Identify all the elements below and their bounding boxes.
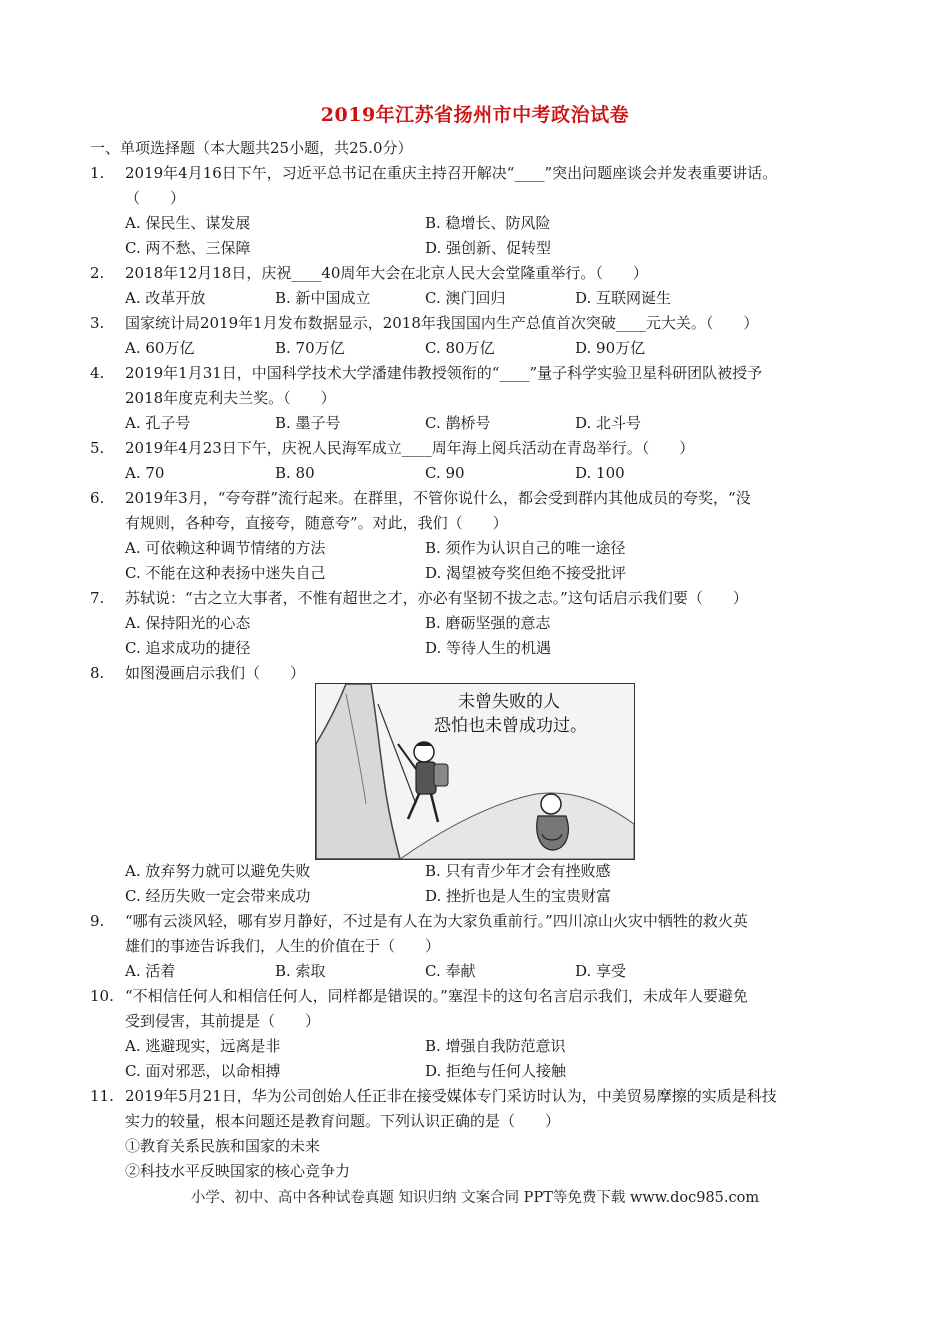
question-number: 11.	[90, 1087, 114, 1105]
option: C. 追求成功的捷径	[125, 639, 251, 657]
option: B. 只有青少年才会有挫败感	[425, 862, 611, 880]
question-text: 2019年4月23日下午，庆祝人民海军成立____周年海上阅兵活动在青岛举行。（ ）	[125, 439, 695, 457]
question-text: （ ）	[125, 189, 186, 207]
question-text: “不相信任何人和相信任何人，同样都是错误的。”塞涅卡的这句名言启示我们，未成年人要避免	[125, 987, 748, 1005]
question-number: 8.	[90, 664, 105, 682]
question-statement: ②科技水平反映国家的核心竞争力	[125, 1162, 351, 1180]
option: C. 经历失败一定会带来成功	[125, 887, 311, 905]
option: B. 磨砺坚强的意志	[425, 614, 551, 632]
option: B. 索取	[275, 962, 326, 980]
cartoon-caption-line2: 恐怕也未曾成功过。	[434, 716, 587, 736]
option: A. 60万亿	[125, 339, 195, 357]
option: C. 80万亿	[425, 339, 495, 357]
option: C. 奉献	[425, 962, 476, 980]
question-number: 7.	[90, 589, 105, 607]
question-text: 2019年4月16日下午，习近平总书记在重庆主持召开解决“____”突出问题座谈会并发表重要讲话。	[125, 164, 778, 182]
option: D. 挫折也是人生的宝贵财富	[425, 887, 612, 905]
option: A. 保民生、谋发展	[125, 214, 251, 232]
option: B. 墨子号	[275, 414, 341, 432]
question-number: 9.	[90, 912, 105, 930]
option: D. 100	[575, 464, 625, 482]
option: D. 等待人生的机遇	[425, 639, 552, 657]
option: D. 北斗号	[575, 414, 642, 432]
question-statement: ①教育关系民族和国家的未来	[125, 1137, 321, 1155]
option: B. 稳增长、防风险	[425, 214, 551, 232]
cartoon-caption-line1: 未曾失败的人	[458, 692, 560, 712]
option: C. 两不愁、三保障	[125, 239, 251, 257]
question-number: 1.	[90, 164, 105, 182]
question-text: 实力的较量，根本问题还是教育问题。下列认识正确的是（ ）	[125, 1112, 561, 1130]
option: C. 鹊桥号	[425, 414, 491, 432]
option: C. 90	[425, 464, 465, 482]
question-number: 5.	[90, 439, 105, 457]
option: A. 活着	[125, 962, 176, 980]
option: D. 强创新、促转型	[425, 239, 552, 257]
option: A. 可依赖这种调节情绪的方法	[125, 539, 326, 557]
question-number: 3.	[90, 314, 105, 332]
question-text: 苏轼说：“古之立大事者，不惟有超世之才，亦必有坚韧不拔之志。”这句话启示我们要（ ）	[125, 589, 748, 607]
question-number: 4.	[90, 364, 105, 382]
cartoon-image	[315, 683, 635, 860]
option: A. 改革开放	[125, 289, 206, 307]
question-number: 2.	[90, 264, 105, 282]
option: C. 不能在这种表扬中迷失自己	[125, 564, 326, 582]
option: D. 90万亿	[575, 339, 646, 357]
option: D. 拒绝与任何人接触	[425, 1062, 567, 1080]
section-heading: 一、单项选择题（本大题共25小题，共25.0分）	[90, 139, 413, 157]
question-text: 2018年12月18日，庆祝____40周年大会在北京人民大会堂隆重举行。（ ）	[125, 264, 648, 282]
option: B. 增强自我防范意识	[425, 1037, 566, 1055]
page-footer: 小学、初中、高中各种试卷真题 知识归纳 文案合同 PPT等免费下载 www.doc985.com	[190, 1190, 760, 1206]
question-text: 有规则，各种夸，直接夸，随意夸”。对此，我们（ ）	[125, 514, 508, 532]
question-text: 如图漫画启示我们（ ）	[125, 664, 306, 682]
option: D. 渴望被夸奖但绝不接受批评	[425, 564, 627, 582]
question-text: 2019年5月21日，华为公司创始人任正非在接受媒体专门采访时认为，中美贸易摩擦的实质是科技	[125, 1087, 777, 1105]
option: A. 孔子号	[125, 414, 191, 432]
question-text: 2019年3月，“夸夸群”流行起来。在群里，不管你说什么，都会受到群内其他成员的夸奖，“没	[125, 489, 751, 507]
option: B. 80	[275, 464, 315, 482]
option: A. 放弃努力就可以避免失败	[125, 862, 311, 880]
question-text: “哪有云淡风轻，哪有岁月静好，不过是有人在为大家负重前行。”四川凉山火灾中牺牲的救火英	[125, 912, 748, 930]
option: B. 须作为认识自己的唯一途径	[425, 539, 626, 557]
question-text: 国家统计局2019年1月发布数据显示，2018年我国国内生产总值首次突破____元大关。（ ）	[125, 314, 759, 332]
option: C. 面对邪恶，以命相搏	[125, 1062, 281, 1080]
option: D. 享受	[575, 962, 627, 980]
option: A. 逃避现实，远离是非	[125, 1037, 281, 1055]
option: A. 保持阳光的心态	[125, 614, 251, 632]
option: B. 新中国成立	[275, 289, 371, 307]
option: A. 70	[125, 464, 165, 482]
option: D. 互联网诞生	[575, 289, 672, 307]
option: B. 70万亿	[275, 339, 345, 357]
page-title: 2019年江苏省扬州市中考政治试卷	[320, 104, 630, 126]
option: C. 澳门回归	[425, 289, 506, 307]
question-text: 雄们的事迹告诉我们，人生的价值在于（ ）	[125, 937, 441, 955]
question-number: 10.	[90, 987, 114, 1005]
question-text: 受到侵害，其前提是（ ）	[125, 1012, 321, 1030]
question-text: 2019年1月31日，中国科学技术大学潘建伟教授领衔的“____”量子科学实验卫星科研团队被授予	[125, 364, 763, 382]
question-number: 6.	[90, 489, 105, 507]
question-text: 2018年度克利夫兰奖。（ ）	[125, 389, 336, 407]
